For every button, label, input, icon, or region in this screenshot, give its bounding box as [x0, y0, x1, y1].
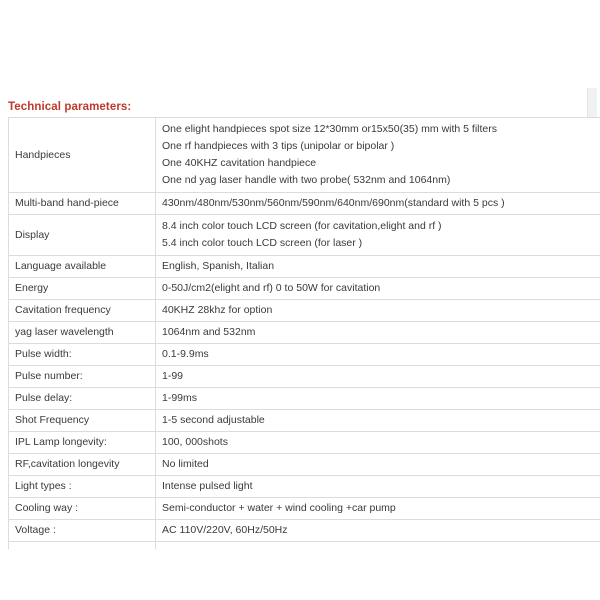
table-row [9, 215, 600, 256]
parameter-value-line: 430nm/480nm/530nm/560nm/590nm/640nm/690nm(standard with 5 pcs ) [162, 197, 505, 209]
parameter-value-cell [156, 256, 600, 278]
parameter-value-line: English, Spanish, Italian [162, 260, 275, 272]
parameter-value-line: 1-99 [162, 370, 184, 382]
parameter-value-cell [156, 278, 600, 300]
parameter-value-cell [156, 388, 600, 410]
table-row [9, 256, 600, 278]
parameter-value-line: 0.1-9.9ms [162, 348, 209, 360]
table-row-partial [9, 542, 600, 550]
parameter-label-cell: Pulse number: [9, 366, 156, 388]
parameter-value-line: 8.4 inch color touch LCD screen (for cavitation,elight and rf ) [162, 220, 442, 232]
technical-parameters-table [8, 117, 600, 549]
table-row [9, 322, 600, 344]
parameter-value-cell [156, 344, 600, 366]
parameter-value-line: 40KHZ 28khz for option [162, 304, 273, 316]
parameter-label-cell: Language available [9, 256, 156, 278]
table-row [9, 498, 600, 520]
table-row [9, 366, 600, 388]
table-row [9, 193, 600, 215]
parameter-value-line: One nd yag laser handle with two probe( 532nm and 1064nm) [162, 174, 451, 186]
parameter-value-line: One rf handpieces with 3 tips (unipolar or bipolar ) [162, 140, 395, 152]
parameter-value-line: AC 110V/220V, 60Hz/50Hz [162, 524, 288, 536]
parameter-label-cell: Cavitation frequency [9, 300, 156, 322]
parameter-value-cell [156, 215, 600, 256]
parameter-label-cell: Voltage : [9, 520, 156, 542]
parameter-value-line: 100, 000shots [162, 436, 228, 448]
parameter-value-cell [156, 476, 600, 498]
table-row [9, 278, 600, 300]
parameter-value-cell [156, 498, 600, 520]
parameter-label-cell: RF,cavitation longevity [9, 454, 156, 476]
parameter-value-line: 0-50J/cm2(elight and rf) 0 to 50W for cavitation [162, 282, 381, 294]
parameter-value-line: No limited [162, 458, 209, 470]
parameter-value-cell [156, 366, 600, 388]
table-row [9, 520, 600, 542]
parameter-value-cell [156, 193, 600, 215]
parameter-label-cell: Handpieces [9, 118, 156, 193]
table-row [9, 454, 600, 476]
table-row [9, 410, 600, 432]
parameter-label-cell: Cooling way : [9, 498, 156, 520]
table-row [9, 476, 600, 498]
parameter-label-cell: Light types : [9, 476, 156, 498]
parameter-value-cell [156, 520, 600, 542]
parameter-value-cell [156, 432, 600, 454]
parameter-value-line: 1-99ms [162, 392, 198, 404]
parameter-value-cell [156, 322, 600, 344]
parameter-label-cell: IPL Lamp longevity: [9, 432, 156, 454]
parameter-label-cell: Display [9, 215, 156, 256]
parameter-label-cell: Energy [9, 278, 156, 300]
parameter-value-line: One elight handpieces spot size 12*30mm or15x50(35) mm with 5 filters [162, 123, 497, 135]
parameter-value-line: Intense pulsed light [162, 480, 253, 492]
parameter-label-cell: Shot Frequency [9, 410, 156, 432]
parameter-value-line: One 40KHZ cavitation handpiece [162, 157, 317, 169]
table-row [9, 300, 600, 322]
parameter-value-cell [156, 410, 600, 432]
parameter-value-line: 1064nm and 532nm [162, 326, 256, 338]
parameter-label-cell: Pulse width: [9, 344, 156, 366]
parameter-value-cell [156, 454, 600, 476]
table-row [9, 118, 600, 193]
parameter-value-cell [156, 118, 600, 193]
parameter-value-line: 5.4 inch color touch LCD screen (for laser ) [162, 237, 363, 249]
parameter-value-line: Semi-conductor + water + wind cooling +car pump [162, 502, 396, 514]
parameter-value-cell-partial [156, 542, 600, 550]
parameter-label-cell: Multi-band hand-piece [9, 193, 156, 215]
table-body [9, 118, 600, 550]
parameter-value-line: 1-5 second adjustable [162, 414, 265, 426]
parameter-value-cell [156, 300, 600, 322]
parameter-label-cell-partial [9, 542, 156, 550]
table-row [9, 432, 600, 454]
parameter-label-cell: Pulse delay: [9, 388, 156, 410]
page-title: Technical parameters: [8, 101, 132, 113]
table-row [9, 344, 600, 366]
table-row [9, 388, 600, 410]
parameter-label-cell: yag laser wavelength [9, 322, 156, 344]
